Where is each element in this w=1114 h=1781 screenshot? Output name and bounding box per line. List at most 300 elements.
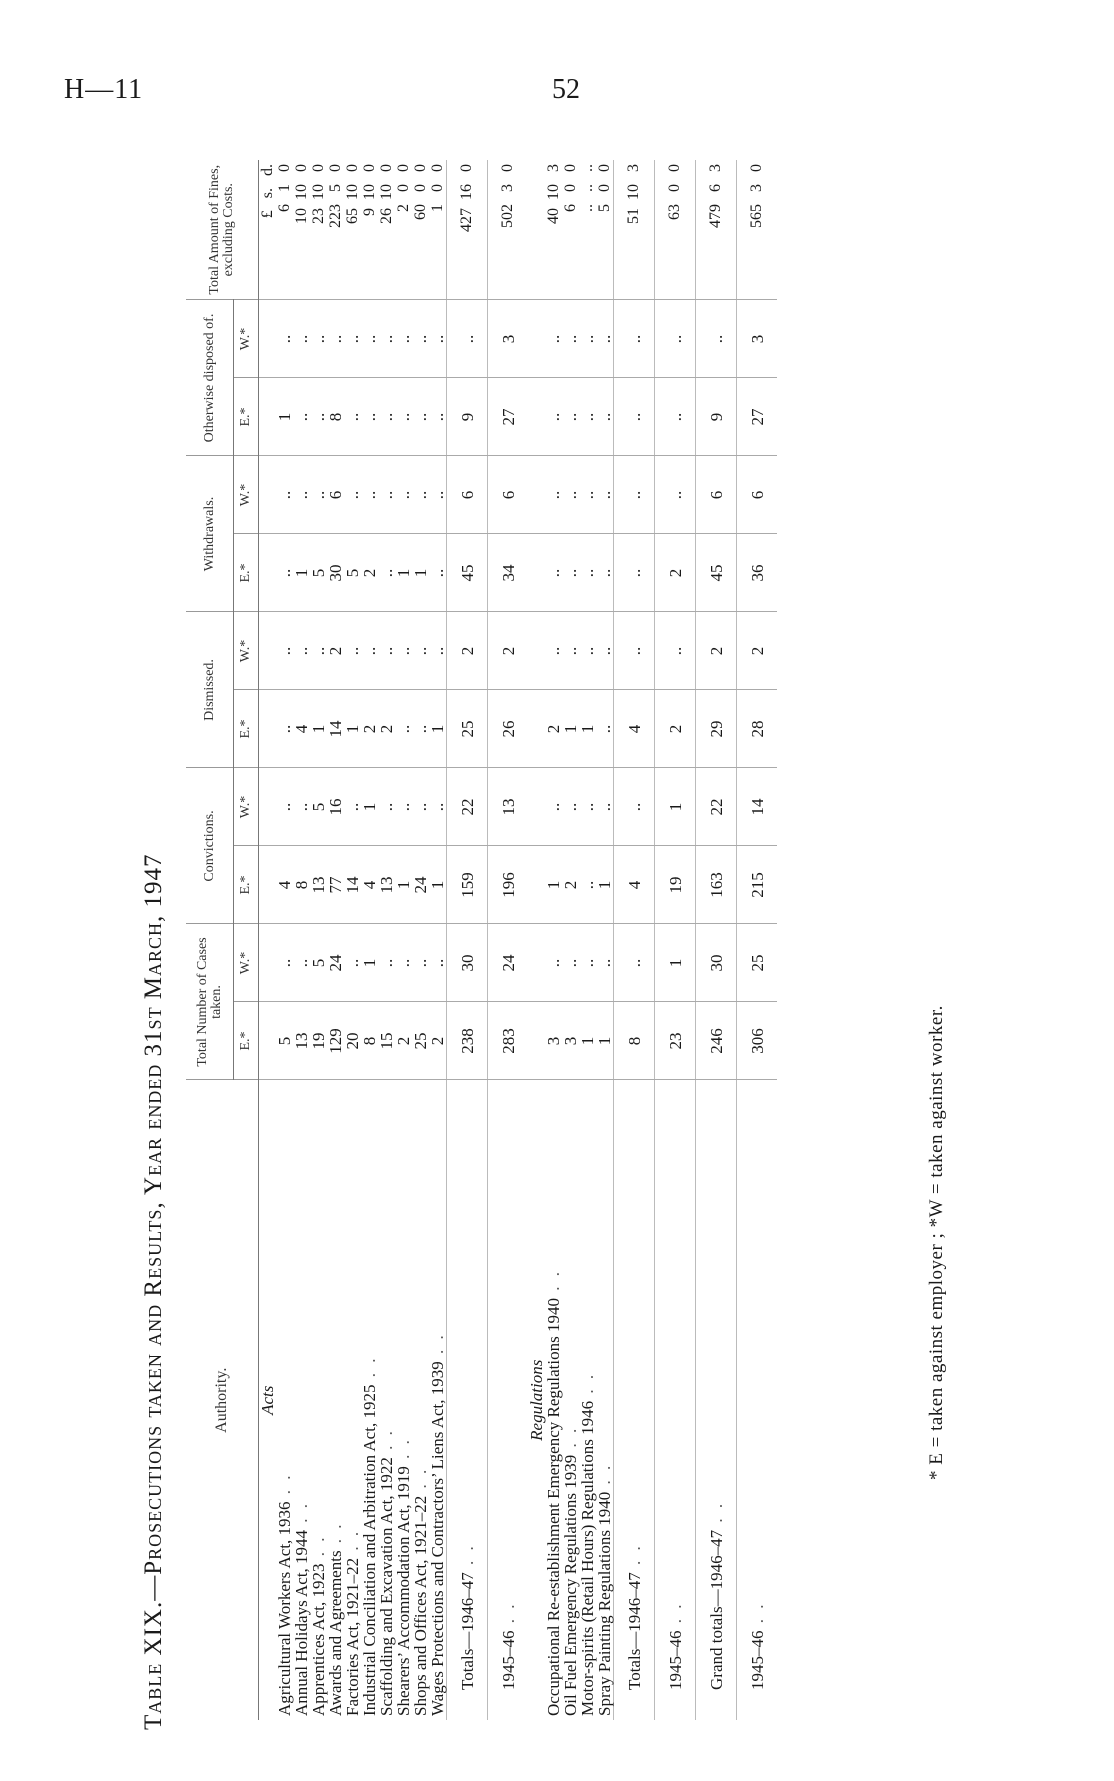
cell-fine: 51 10 3: [614, 160, 655, 300]
cell-oth-e: ..: [293, 378, 310, 456]
cell-conv-e: 77: [327, 846, 344, 924]
table-body: [259, 160, 778, 1720]
authority-cell: [378, 1080, 395, 1720]
cell-dis-e: 4: [293, 690, 310, 768]
cell-conv-e: 159: [447, 846, 488, 924]
cell-wd-e: 45: [447, 534, 488, 612]
cell-oth-e: ..: [429, 378, 447, 456]
cell-dis-e: 26: [488, 690, 529, 768]
authority-cell: [310, 1080, 327, 1720]
cell-ce: 283: [488, 1002, 529, 1080]
dot-leaders: . .: [428, 1332, 447, 1362]
total-row: [488, 160, 529, 1720]
cell-dis-w: ..: [361, 612, 378, 690]
dot-leaders: . .: [377, 1428, 396, 1458]
table-row: [344, 160, 361, 1720]
cell-wd-w: 6: [737, 456, 778, 534]
cell-oth-w: 3: [488, 300, 529, 378]
table-row: [293, 160, 310, 1720]
cell-wd-e: 1: [293, 534, 310, 612]
col-fines: [186, 160, 259, 300]
cell-wd-w: ..: [361, 456, 378, 534]
cell-cw: 30: [447, 924, 488, 1002]
cell-ce: 25: [412, 1002, 429, 1080]
cell-fine: .. .. ..: [579, 160, 596, 300]
total-row: [696, 160, 737, 1720]
cell-ce: 1: [579, 1002, 596, 1080]
col-total-cases: Total Number of Cases taken.: [186, 924, 234, 1080]
cell-fine: 60 0 0: [412, 160, 429, 300]
header-row-groups: [186, 160, 234, 1720]
dot-leaders: . .: [498, 1601, 518, 1631]
cell-oth-w: ..: [429, 300, 447, 378]
cell-conv-w: ..: [545, 768, 562, 846]
cell-oth-e: 9: [696, 378, 737, 456]
cell-oth-e: 8: [327, 378, 344, 456]
total-row: [655, 160, 696, 1720]
authority-label: Grand totals—1946–47: [706, 1529, 726, 1690]
cell-dis-e: ..: [596, 690, 614, 768]
cell-wd-e: ..: [429, 534, 447, 612]
cell-oth-e: ..: [579, 378, 596, 456]
col-w: W.*: [234, 924, 259, 1002]
table-row: [378, 160, 395, 1720]
cell-ce: 306: [737, 1002, 778, 1080]
cell-ce: 13: [293, 1002, 310, 1080]
cell-dis-w: ..: [655, 612, 696, 690]
cell-conv-w: ..: [293, 768, 310, 846]
authority-label: Annual Holidays Act, 1944: [292, 1529, 311, 1716]
cell-cw: ..: [378, 924, 395, 1002]
prosecutions-table: [186, 160, 777, 1720]
cell-conv-w: ..: [395, 768, 412, 846]
cell-ce: 8: [614, 1002, 655, 1080]
cell-wd-e: 34: [488, 534, 529, 612]
cell-fine: 5 0 0: [596, 160, 614, 300]
cell-cw: 25: [737, 924, 778, 1002]
table-title-text: Prosecutions taken and Results, Year ended 31st March, 1947: [140, 853, 167, 1575]
cell-cw: ..: [276, 924, 293, 1002]
cell-wd-w: ..: [562, 456, 579, 534]
cell-conv-e: 8: [293, 846, 310, 924]
authority-cell: [696, 1080, 737, 1720]
cell-dis-e: 1: [562, 690, 579, 768]
col-e: E.*: [234, 690, 259, 768]
cell-conv-w: 1: [655, 768, 696, 846]
cell-wd-w: ..: [293, 456, 310, 534]
authority-label: Totals—1946–47: [624, 1572, 644, 1690]
authority-cell: [293, 1080, 310, 1720]
cell-conv-w: 13: [488, 768, 529, 846]
authority-cell: [429, 1080, 447, 1720]
dot-leaders: . .: [309, 1534, 328, 1564]
cell-conv-e: 4: [276, 846, 293, 924]
cell-fine: 1 0 0: [429, 160, 447, 300]
cell-dis-e: 1: [429, 690, 447, 768]
cell-conv-w: ..: [614, 768, 655, 846]
cell-dis-e: 2: [655, 690, 696, 768]
cell-fine: 23 10 0: [310, 160, 327, 300]
rotated-table-area: [140, 140, 960, 1780]
authority-label: Totals—1946–47: [457, 1572, 477, 1690]
col-withdrawals: Withdrawals.: [186, 456, 234, 612]
cell-wd-e: ..: [596, 534, 614, 612]
cell-oth-e: ..: [344, 378, 361, 456]
cell-wd-e: ..: [579, 534, 596, 612]
col-w: W.*: [234, 768, 259, 846]
cell-wd-e: ..: [614, 534, 655, 612]
cell-dis-e: 14: [327, 690, 344, 768]
cell-conv-w: 22: [447, 768, 488, 846]
table-row: [327, 160, 344, 1720]
cell-wd-w: 6: [488, 456, 529, 534]
table-row: [276, 160, 293, 1720]
cell-dis-w: 2: [696, 612, 737, 690]
cell-cw: 1: [361, 924, 378, 1002]
cell-oth-w: ..: [293, 300, 310, 378]
col-e: E.*: [234, 1002, 259, 1080]
total-row: [614, 160, 655, 1720]
cell-conv-w: 1: [361, 768, 378, 846]
dot-leaders: . .: [457, 1543, 477, 1573]
authority-cell: [344, 1080, 361, 1720]
cell-cw: ..: [579, 924, 596, 1002]
authority-label: Shearers’ Accommodation Act, 1919: [394, 1466, 413, 1716]
cell-cw: 1: [655, 924, 696, 1002]
cell-conv-w: 16: [327, 768, 344, 846]
cell-conv-e: 215: [737, 846, 778, 924]
section-acts: [259, 160, 277, 1720]
cell-fine: 223 5 0: [327, 160, 344, 300]
cell-cw: ..: [562, 924, 579, 1002]
cell-wd-e: 45: [696, 534, 737, 612]
cell-conv-e: 2: [562, 846, 579, 924]
cell-wd-e: 2: [655, 534, 696, 612]
cell-cw: ..: [412, 924, 429, 1002]
cell-oth-e: ..: [378, 378, 395, 456]
table-row: [361, 160, 378, 1720]
cell-ce: 23: [655, 1002, 696, 1080]
authority-label: Awards and Agreements: [326, 1550, 345, 1716]
cell-oth-w: ..: [361, 300, 378, 378]
cell-oth-e: 9: [447, 378, 488, 456]
cell-cw: ..: [293, 924, 310, 1002]
cell-conv-e: 1: [429, 846, 447, 924]
cell-oth-e: ..: [395, 378, 412, 456]
table-row: [579, 160, 596, 1720]
cell-dis-w: ..: [412, 612, 429, 690]
cell-wd-w: ..: [310, 456, 327, 534]
col-w: W.*: [234, 612, 259, 690]
cell-dis-e: 25: [447, 690, 488, 768]
dot-leaders: . .: [595, 1462, 614, 1492]
cell-oth-w: ..: [395, 300, 412, 378]
cell-ce: 1: [596, 1002, 614, 1080]
cell-oth-w: ..: [344, 300, 361, 378]
authority-cell: [737, 1080, 778, 1720]
cell-oth-w: ..: [310, 300, 327, 378]
cell-wd-w: ..: [344, 456, 361, 534]
cell-dis-w: ..: [596, 612, 614, 690]
cell-dis-w: 2: [488, 612, 529, 690]
cell-conv-e: 4: [614, 846, 655, 924]
cell-conv-w: ..: [378, 768, 395, 846]
dot-leaders: . .: [360, 1355, 379, 1385]
authority-label: 1945–46: [498, 1630, 518, 1690]
cell-ce: 8: [361, 1002, 378, 1080]
cell-wd-e: 5: [344, 534, 361, 612]
cell-dis-w: ..: [614, 612, 655, 690]
authority-cell: [395, 1080, 412, 1720]
cell-oth-w: ..: [562, 300, 579, 378]
dot-leaders: . .: [578, 1371, 597, 1401]
authority-label: Agricultural Workers Act, 1936: [275, 1501, 294, 1716]
cell-fine: 63 0 0: [655, 160, 696, 300]
cell-dis-w: 2: [737, 612, 778, 690]
cell-conv-e: 1: [545, 846, 562, 924]
col-e: E.*: [234, 534, 259, 612]
cell-fine: 6 1 0: [276, 160, 293, 300]
cell-ce: 15: [378, 1002, 395, 1080]
cell-wd-e: 1: [395, 534, 412, 612]
dot-leaders: . .: [394, 1437, 413, 1467]
cell-wd-e: ..: [562, 534, 579, 612]
cell-conv-e: 13: [310, 846, 327, 924]
authority-label: Industrial Conciliation and Arbitration Act, 1925: [360, 1384, 379, 1716]
authority-cell: [655, 1080, 696, 1720]
cell-conv-w: ..: [579, 768, 596, 846]
authority-label: Oil Fuel Emergency Regulations 1939: [561, 1454, 580, 1716]
cell-ce: 5: [276, 1002, 293, 1080]
table-title-prefix: Table XIX.—: [140, 1574, 167, 1730]
authority-label: Shops and Offices Act, 1921–22: [411, 1495, 430, 1716]
cell-dis-e: 1: [310, 690, 327, 768]
cell-fine: 479 6 3: [696, 160, 737, 300]
cell-oth-e: ..: [412, 378, 429, 456]
cell-dis-e: ..: [276, 690, 293, 768]
table-row: [412, 160, 429, 1720]
total-row: [737, 160, 778, 1720]
cell-conv-w: ..: [412, 768, 429, 846]
cell-oth-w: ..: [579, 300, 596, 378]
cell-dis-w: ..: [395, 612, 412, 690]
cell-fine: 40 10 3: [545, 160, 562, 300]
cell-ce: 129: [327, 1002, 344, 1080]
cell-cw: ..: [429, 924, 447, 1002]
cell-oth-w: 3: [737, 300, 778, 378]
authority-label: Factories Act, 1921–22: [343, 1557, 362, 1716]
authority-cell: [327, 1080, 344, 1720]
cell-oth-w: ..: [596, 300, 614, 378]
cell-wd-w: ..: [412, 456, 429, 534]
cell-conv-e: ..: [579, 846, 596, 924]
cell-dis-e: 2: [378, 690, 395, 768]
col-e: E.*: [234, 378, 259, 456]
table-row: [562, 160, 579, 1720]
cell-oth-e: ..: [545, 378, 562, 456]
section-label: Regulations: [527, 1359, 546, 1441]
cell-conv-w: 14: [737, 768, 778, 846]
col-e: E.*: [234, 846, 259, 924]
cell-wd-w: ..: [596, 456, 614, 534]
cell-dis-e: 4: [614, 690, 655, 768]
cell-cw: ..: [614, 924, 655, 1002]
cell-dis-w: ..: [579, 612, 596, 690]
col-fines-label: Total Amount of Fines, excluding Costs.: [207, 164, 236, 295]
cell-conv-e: 24: [412, 846, 429, 924]
cell-conv-e: 1: [395, 846, 412, 924]
dot-leaders: . .: [665, 1601, 685, 1631]
cell-dis-e: 2: [545, 690, 562, 768]
cell-dis-w: 2: [327, 612, 344, 690]
dot-leaders: . .: [561, 1425, 580, 1455]
cell-cw: 30: [696, 924, 737, 1002]
cell-dis-e: ..: [412, 690, 429, 768]
cell-oth-e: 1: [276, 378, 293, 456]
dot-leaders: . .: [411, 1466, 430, 1496]
cell-ce: 2: [395, 1002, 412, 1080]
cell-cw: 24: [488, 924, 529, 1002]
cell-ce: 238: [447, 1002, 488, 1080]
col-convictions: Convictions.: [186, 768, 234, 924]
cell-oth-w: ..: [327, 300, 344, 378]
cell-ce: 246: [696, 1002, 737, 1080]
cell-wd-e: 1: [412, 534, 429, 612]
cell-oth-w: ..: [276, 300, 293, 378]
cell-cw: ..: [344, 924, 361, 1002]
authority-label: 1945–46: [665, 1630, 685, 1690]
table-row: [596, 160, 614, 1720]
cell-cw: 5: [310, 924, 327, 1002]
authority-label: Apprentices Act, 1923: [309, 1563, 328, 1716]
cell-fine: 427 16 0: [447, 160, 488, 300]
authority-label: Wages Protections and Contractors’ Liens Act, 1939: [428, 1361, 447, 1716]
cell-wd-w: ..: [545, 456, 562, 534]
authority-cell: [562, 1080, 579, 1720]
table-title: [140, 170, 168, 1730]
cell-wd-w: ..: [395, 456, 412, 534]
cell-ce: 3: [545, 1002, 562, 1080]
page-number: 52: [552, 74, 580, 105]
cell-cw: ..: [596, 924, 614, 1002]
cell-oth-e: 27: [488, 378, 529, 456]
cell-oth-e: 27: [737, 378, 778, 456]
cell-oth-e: ..: [655, 378, 696, 456]
authority-cell: [276, 1080, 293, 1720]
authority-cell: [361, 1080, 378, 1720]
cell-wd-e: 5: [310, 534, 327, 612]
cell-conv-e: 196: [488, 846, 529, 924]
cell-conv-e: 4: [361, 846, 378, 924]
dot-leaders: . .: [706, 1500, 726, 1530]
cell-ce: 20: [344, 1002, 361, 1080]
cell-cw: 24: [327, 924, 344, 1002]
cell-dis-w: ..: [378, 612, 395, 690]
cell-fine: 565 3 0: [737, 160, 778, 300]
cell-conv-w: 5: [310, 768, 327, 846]
cell-dis-w: ..: [276, 612, 293, 690]
table-row: [545, 160, 562, 1720]
cell-conv-w: ..: [276, 768, 293, 846]
cell-wd-w: ..: [429, 456, 447, 534]
cell-cw: ..: [395, 924, 412, 1002]
authority-label: Scaffolding and Excavation Act, 1922: [377, 1457, 396, 1716]
cell-conv-e: 13: [378, 846, 395, 924]
dot-leaders: . .: [326, 1521, 345, 1551]
cell-ce: 2: [429, 1002, 447, 1080]
cell-ce: 19: [310, 1002, 327, 1080]
cell-dis-e: 2: [361, 690, 378, 768]
cell-wd-e: ..: [545, 534, 562, 612]
col-w: W.*: [234, 456, 259, 534]
dot-leaders: . .: [544, 1269, 563, 1299]
cell-oth-w: ..: [655, 300, 696, 378]
cell-wd-w: ..: [579, 456, 596, 534]
cell-wd-w: ..: [378, 456, 395, 534]
cell-dis-w: ..: [545, 612, 562, 690]
cell-wd-e: ..: [378, 534, 395, 612]
cell-oth-w: ..: [545, 300, 562, 378]
cell-wd-e: 36: [737, 534, 778, 612]
cell-wd-e: 30: [327, 534, 344, 612]
cell-wd-w: ..: [655, 456, 696, 534]
cell-oth-w: ..: [614, 300, 655, 378]
cell-conv-w: ..: [562, 768, 579, 846]
cell-wd-w: 6: [696, 456, 737, 534]
cell-conv-e: 163: [696, 846, 737, 924]
cell-ce: 3: [562, 1002, 579, 1080]
cell-oth-e: ..: [596, 378, 614, 456]
cell-oth-e: ..: [361, 378, 378, 456]
cell-conv-e: 14: [344, 846, 361, 924]
authority-cell: [447, 1080, 488, 1720]
cell-wd-w: 6: [447, 456, 488, 534]
cell-oth-w: ..: [447, 300, 488, 378]
cell-fine: 2 0 0: [395, 160, 412, 300]
cell-cw: ..: [545, 924, 562, 1002]
col-authority: Authority.: [186, 1080, 259, 1720]
authority-label: Motor-spirits (Retail Hours) Regulations 1946: [578, 1400, 597, 1716]
authority-label: Spray Painting Regulations 1940: [595, 1491, 614, 1716]
cell-dis-w: 2: [447, 612, 488, 690]
cell-dis-w: ..: [344, 612, 361, 690]
authority-cell: [412, 1080, 429, 1720]
money-units: £ s. d.: [259, 160, 277, 300]
cell-wd-w: ..: [614, 456, 655, 534]
col-otherwise: Otherwise disposed of.: [186, 300, 234, 456]
table-row: [395, 160, 412, 1720]
section-label: Acts: [258, 1385, 277, 1415]
footnote: * E = taken against employer ; *W = taken against worker.: [926, 1005, 947, 1480]
cell-dis-w: ..: [310, 612, 327, 690]
authority-cell: [579, 1080, 596, 1720]
cell-dis-w: ..: [293, 612, 310, 690]
cell-conv-w: ..: [429, 768, 447, 846]
authority-cell: [488, 1080, 529, 1720]
cell-fine: 6 0 0: [562, 160, 579, 300]
dot-leaders: . .: [747, 1601, 767, 1631]
cell-dis-w: ..: [429, 612, 447, 690]
cell-conv-e: 19: [655, 846, 696, 924]
cell-fine: 502 3 0: [488, 160, 529, 300]
authority-label: Occupational Re-establishment Emergency Regulations 1940: [544, 1298, 563, 1716]
authority-label: 1945–46: [747, 1630, 767, 1690]
cell-fine: 9 10 0: [361, 160, 378, 300]
cell-conv-w: ..: [596, 768, 614, 846]
cell-dis-e: 1: [579, 690, 596, 768]
cell-fine: 65 10 0: [344, 160, 361, 300]
cell-conv-w: 22: [696, 768, 737, 846]
